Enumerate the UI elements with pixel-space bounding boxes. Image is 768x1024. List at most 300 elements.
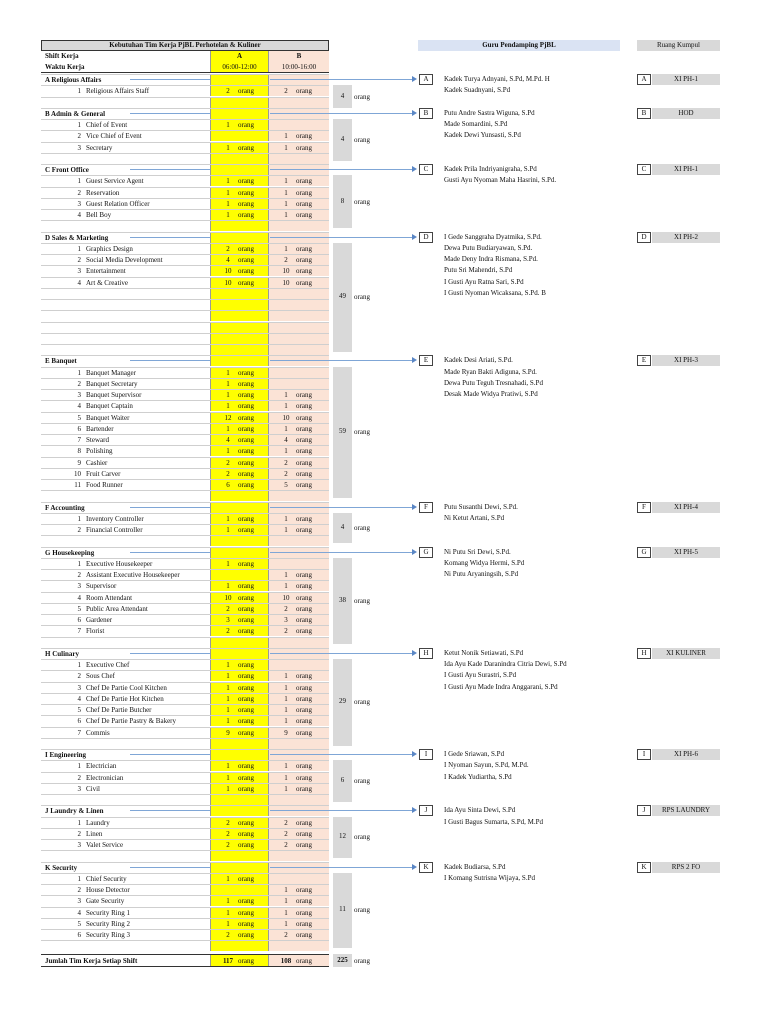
- arrow-head: [412, 807, 417, 813]
- shift-a-cell: [210, 784, 269, 794]
- waktu-label: Waktu Kerja: [45, 63, 85, 71]
- guru-header: Guru Pendamping PjBL: [418, 40, 620, 51]
- row-number: 3: [77, 267, 81, 276]
- group-letter: I: [419, 749, 433, 760]
- count-a: 2: [226, 87, 230, 96]
- section-total: 6: [340, 776, 345, 785]
- unit-a: orang: [238, 402, 254, 411]
- shift-b-cell: [269, 176, 329, 186]
- unit-a: orang: [238, 177, 254, 186]
- unit-b: orang: [296, 728, 312, 737]
- count-b: 1: [284, 177, 288, 186]
- shift-b-cell: [269, 863, 329, 873]
- shift-b-cell: [269, 750, 329, 760]
- count-a: 2: [226, 604, 230, 613]
- role-name: Room Attendant: [86, 593, 133, 602]
- count-b: 1: [284, 514, 288, 523]
- count-a: 1: [226, 897, 230, 906]
- unit-b: orang: [296, 526, 312, 534]
- section-title: H Culinary: [45, 649, 80, 658]
- shift-a-cell: [210, 176, 269, 186]
- role-name: Religious Affairs Staff: [86, 87, 150, 96]
- unit-a: orang: [238, 424, 254, 433]
- row-number: 2: [77, 526, 81, 534]
- section-title: A Religious Affairs: [45, 76, 102, 84]
- unit-a: orang: [238, 694, 254, 703]
- shift-a-cell: [210, 458, 269, 468]
- footer-a: [210, 955, 269, 966]
- arrow-line: [130, 754, 210, 755]
- shift-b-cell: [269, 255, 329, 265]
- role-name: Chef De Partie Pastry & Bakery: [86, 717, 177, 726]
- unit-b: orang: [296, 818, 312, 827]
- teacher-name: Komang Widya Hermi, S.Pd: [444, 558, 525, 567]
- shift-b-cell: [269, 469, 329, 479]
- shift-b-cell: [269, 143, 329, 153]
- room-label: XI PH-3: [652, 355, 720, 366]
- shift-b-cell: [269, 784, 329, 794]
- shift-a-cell: [210, 536, 269, 546]
- shift-a-cell: [210, 356, 269, 366]
- row-number: 2: [77, 886, 81, 894]
- teacher-name: Dewa Putu Teguh Tresnahadi, S.Pd: [444, 378, 543, 387]
- shift-a-cell: [210, 469, 269, 479]
- teacher-name: I Gusti Ayu Made Indra Anggarani, S.Pd: [444, 682, 558, 691]
- shift-a-cell: [210, 863, 269, 873]
- shift-b-cell: [269, 615, 329, 625]
- section-total: 12: [339, 832, 346, 841]
- count-a: 1: [226, 919, 230, 928]
- role-name: Polishing: [86, 447, 113, 456]
- room-letter: E: [637, 355, 651, 366]
- table-row: [41, 412, 329, 423]
- shift-a-cell: [210, 424, 269, 434]
- section-title: J Laundry & Linen: [45, 807, 104, 816]
- shift-b-cell: [269, 851, 329, 861]
- teacher-name: Kadek Dewi Yunsasti, S.Pd: [444, 131, 521, 140]
- blank-row: [41, 153, 329, 164]
- unit-a: orang: [238, 514, 254, 523]
- blank-row: [41, 738, 329, 749]
- blank-row: [41, 850, 329, 861]
- room-label: XI KULINER: [652, 648, 720, 659]
- role-name: Electronician: [86, 773, 124, 782]
- shift-b-cell: [269, 671, 329, 681]
- unit-b: orang: [296, 717, 312, 726]
- shift-b-cell: [269, 694, 329, 704]
- row-number: 5: [77, 604, 81, 613]
- shift-a-cell: [210, 514, 269, 524]
- role-name: Commis: [86, 728, 110, 737]
- row-number: 1: [77, 514, 81, 523]
- row-number: 3: [77, 391, 81, 399]
- teacher-name: Putu Susanthi Dewi, S.Pd.: [444, 502, 518, 511]
- role-name: Gardener: [86, 616, 113, 624]
- section-total: 38: [339, 596, 346, 605]
- room-label: XI PH-2: [652, 232, 720, 243]
- unit-b: orang: [296, 424, 312, 433]
- arrow-head: [412, 751, 417, 757]
- role-name: Public Area Attendant: [86, 604, 148, 613]
- shift-a-cell: [210, 323, 269, 333]
- role-name: Cashier: [86, 458, 108, 467]
- count-b: 3: [284, 616, 288, 624]
- room-label: XI PH-4: [652, 502, 720, 513]
- blank-row: [41, 97, 329, 108]
- count-b: 10: [282, 593, 290, 602]
- unit-a: orang: [238, 897, 254, 906]
- count-a: 1: [226, 582, 230, 591]
- shift-a-cell: [210, 120, 269, 130]
- shift-b-cell: [269, 559, 329, 569]
- shift-b-cell: [269, 300, 329, 310]
- unit-b: orang: [296, 706, 312, 714]
- count-a: 1: [226, 391, 230, 399]
- shift-label: Shift Kerja: [45, 52, 79, 60]
- unit-b: orang: [296, 604, 312, 613]
- shift-a-cell: [210, 829, 269, 839]
- unit-b: orang: [296, 931, 312, 939]
- shift-a-cell: [210, 289, 269, 299]
- row-number: 5: [77, 919, 81, 928]
- unit-b: orang: [296, 616, 312, 624]
- row-number: 9: [77, 458, 81, 467]
- unit-a: orang: [238, 616, 254, 624]
- unit-a: orang: [238, 661, 254, 669]
- shift-a-cell: [210, 390, 269, 400]
- unit-b: orang: [296, 829, 312, 838]
- room-letter: K: [637, 862, 651, 873]
- arrow-line: [130, 653, 210, 654]
- table-row: [41, 895, 329, 906]
- row-number: 6: [77, 424, 81, 433]
- unit-a: orang: [238, 784, 254, 793]
- section-total-unit: orang: [354, 92, 370, 101]
- time-b: 10:00-16:00: [269, 62, 329, 72]
- arrow-head: [412, 504, 417, 510]
- unit-a: orang: [238, 717, 254, 726]
- table-row: [41, 625, 329, 636]
- arrow-line: [130, 169, 210, 170]
- role-name: Fruit Carver: [86, 469, 121, 478]
- group-letter: G: [419, 547, 433, 558]
- row-number: 1: [77, 661, 81, 669]
- section-total-unit: orang: [354, 523, 370, 532]
- shift-a-cell: [210, 941, 269, 951]
- blank-row: [41, 310, 329, 321]
- shift-a: A: [210, 51, 269, 62]
- shift-a-cell: [210, 345, 269, 355]
- unit-a: orang: [238, 379, 254, 388]
- shift-a-cell: [210, 683, 269, 693]
- role-name: Chef De Partie Cool Kitchen: [86, 683, 167, 692]
- table-row: [41, 265, 329, 276]
- shift-b-cell: [269, 604, 329, 614]
- role-name: Banquet Captain: [86, 402, 133, 411]
- unit-b: orang: [296, 683, 312, 692]
- count-a: 10: [224, 267, 232, 276]
- count-b: 1: [284, 706, 288, 714]
- shift-b-cell: [269, 120, 329, 130]
- shift-b-cell: [269, 446, 329, 456]
- shift-b-cell: [269, 278, 329, 288]
- count-a: 2: [226, 931, 230, 939]
- count-a: 3: [226, 616, 230, 624]
- teacher-name: I Gede Sanggraha Dyatmika, S.Pd.: [444, 232, 542, 241]
- group-letter: K: [419, 862, 433, 873]
- role-name: Reservation: [86, 188, 120, 197]
- unit-a: orang: [238, 278, 254, 287]
- shift-b-cell: [269, 874, 329, 884]
- table-row: [41, 704, 329, 715]
- count-b: 1: [284, 773, 288, 782]
- arrow-line: [270, 113, 413, 114]
- time-row: [41, 62, 329, 73]
- row-number: 3: [77, 784, 81, 793]
- section-total: 11: [339, 905, 346, 914]
- arrow-line: [130, 360, 210, 361]
- count-b: 1: [284, 897, 288, 906]
- room-letter: J: [637, 805, 651, 816]
- table-row: [41, 907, 329, 918]
- shift-b-cell: [269, 896, 329, 906]
- row-number: 4: [77, 694, 81, 703]
- shift-a-cell: [210, 86, 269, 96]
- role-name: Graphics Design: [86, 244, 133, 253]
- count-b: 2: [284, 829, 288, 838]
- role-name: Chief of Event: [86, 121, 128, 129]
- unit-b: orang: [296, 897, 312, 906]
- shift-b-cell: [269, 570, 329, 580]
- count-b: 1: [284, 402, 288, 411]
- count-b: 1: [284, 717, 288, 726]
- count-a: 1: [226, 402, 230, 411]
- table-row: [41, 592, 329, 603]
- shift-a-cell: [210, 930, 269, 940]
- unit-b: orang: [296, 481, 312, 489]
- teacher-name: I Gusti Ayu Surastri, S.Pd: [444, 671, 517, 680]
- unit-a: orang: [238, 391, 254, 399]
- count-b: 2: [284, 931, 288, 939]
- count-b: 4: [284, 436, 288, 444]
- count-a: 2: [226, 469, 230, 478]
- row-number: 1: [77, 368, 81, 377]
- shift-b-cell: [269, 930, 329, 940]
- unit-a: orang: [238, 841, 254, 849]
- shift-a-cell: [210, 739, 269, 749]
- row-number: 5: [77, 706, 81, 714]
- room-label: XI PH-1: [652, 164, 720, 175]
- row-number: 4: [77, 908, 81, 917]
- count-a: 2: [226, 829, 230, 838]
- role-name: Linen: [86, 829, 103, 838]
- shift-b-cell: [269, 379, 329, 389]
- section-title: E Banquet: [45, 357, 77, 366]
- unit-b: orang: [296, 447, 312, 456]
- count-a: 1: [226, 379, 230, 388]
- shift-b-cell: [269, 795, 329, 805]
- count-b: 1: [284, 199, 288, 208]
- count-a: 1: [226, 661, 230, 669]
- count-b: 10: [282, 267, 290, 276]
- unit-b: orang: [296, 177, 312, 186]
- section-total: 4: [340, 134, 345, 143]
- count-b: 1: [284, 424, 288, 433]
- role-name: Gate Security: [86, 897, 125, 906]
- shift-a-cell: [210, 548, 269, 558]
- shift-a-cell: [210, 570, 269, 580]
- room-label: XI PH-1: [652, 74, 720, 85]
- shift-b-cell: [269, 649, 329, 659]
- teacher-name: Kadek Desi Ariati, S.Pd.: [444, 356, 513, 365]
- section-total-unit: orang: [354, 833, 370, 842]
- table-row: [41, 715, 329, 726]
- unit-a: orang: [238, 728, 254, 737]
- room-letter: I: [637, 749, 651, 760]
- shift-a-cell: [210, 255, 269, 265]
- shift-a-cell: [210, 773, 269, 783]
- unit-b: orang: [296, 87, 312, 96]
- row-number: 8: [77, 447, 81, 456]
- grand-total: 225: [337, 955, 348, 964]
- role-name: Security Ring 3: [86, 931, 130, 939]
- row-number: 2: [77, 829, 81, 838]
- role-name: Security Ring 1: [86, 908, 130, 917]
- row-number: 2: [77, 672, 81, 681]
- table-row: [41, 175, 329, 186]
- shift-a-cell: [210, 109, 269, 119]
- count-a: 1: [226, 121, 230, 129]
- count-b: 1: [284, 571, 288, 579]
- table-row: [41, 693, 329, 704]
- unit-b: orang: [296, 784, 312, 793]
- count-b: 1: [284, 391, 288, 399]
- shift-a-cell: [210, 818, 269, 828]
- shift-b-cell: [269, 334, 329, 344]
- unit-a: orang: [238, 672, 254, 681]
- count-a: 1: [226, 177, 230, 186]
- teacher-name: Kadek Prila Indriyanigraha, S.Pd: [444, 165, 537, 173]
- shift-a-cell: [210, 413, 269, 423]
- count-b: 5: [284, 481, 288, 489]
- shift-a-cell: [210, 705, 269, 715]
- unit-a: orang: [238, 773, 254, 782]
- unit-b: orang: [296, 627, 312, 636]
- shift-a-cell: [210, 671, 269, 681]
- shift-row: [41, 51, 329, 62]
- shift-a-cell: [210, 334, 269, 344]
- unit-b: orang: [296, 267, 312, 276]
- blank-row: [41, 333, 329, 344]
- count-a: 2: [226, 244, 230, 253]
- unit-a: orang: [238, 818, 254, 827]
- group-letter: F: [419, 502, 433, 513]
- arrow-head: [412, 166, 417, 172]
- count-b: 1: [284, 919, 288, 928]
- row-number: 11: [74, 481, 81, 489]
- shift-a-cell: [210, 851, 269, 861]
- blank-row: [41, 940, 329, 951]
- table-row: [41, 119, 329, 130]
- row-number: 4: [77, 402, 81, 411]
- ruang-header: Ruang Kumpul: [637, 40, 720, 51]
- arrow-line: [270, 507, 413, 508]
- shift-b-cell: [269, 311, 329, 321]
- table-row: [41, 682, 329, 693]
- count-a: 4: [226, 436, 230, 444]
- arrow-head: [412, 549, 417, 555]
- row-number: 3: [77, 199, 81, 208]
- table-row: [41, 760, 329, 771]
- table-row: [41, 918, 329, 929]
- table-row: [41, 198, 329, 209]
- room-letter: H: [637, 648, 651, 659]
- count-a: 1: [226, 514, 230, 523]
- unit-b: orang: [296, 593, 312, 602]
- room-letter: A: [637, 74, 651, 85]
- shift-a-cell: [210, 638, 269, 648]
- count-b: 2: [284, 87, 288, 96]
- count-a: 1: [226, 672, 230, 681]
- count-a: 6: [226, 481, 230, 489]
- shift-b-cell: [269, 739, 329, 749]
- arrow-line: [270, 810, 413, 811]
- row-number: 6: [77, 616, 81, 624]
- unit-b: orang: [296, 244, 312, 253]
- role-name: Executive Chef: [86, 661, 130, 669]
- shift-a-cell: [210, 649, 269, 659]
- count-a: 1: [226, 773, 230, 782]
- shift-b-cell: [269, 165, 329, 175]
- unit-a: orang: [238, 267, 254, 276]
- room-letter: C: [637, 164, 651, 175]
- row-number: 7: [77, 436, 81, 444]
- blank-row: [41, 637, 329, 648]
- teacher-name: Kadek Budiarsa, S.Pd: [444, 862, 506, 871]
- count-b: 10: [282, 413, 290, 422]
- shift-b-cell: [269, 345, 329, 355]
- table-row: [41, 130, 329, 141]
- shift-b-cell: [269, 109, 329, 119]
- shift-a-cell: [210, 491, 269, 501]
- role-name: Guest Relation Officer: [86, 199, 150, 208]
- count-a: 1: [226, 424, 230, 433]
- row-number: 7: [77, 627, 81, 636]
- table-row: [41, 727, 329, 738]
- unit-a: orang: [238, 188, 254, 197]
- count-a: 2: [226, 841, 230, 849]
- count-b: 1: [284, 132, 288, 141]
- shift-b-cell: [269, 503, 329, 513]
- shift-a-cell: [210, 503, 269, 513]
- arrow-line: [270, 754, 413, 755]
- count-b: 1: [284, 886, 288, 894]
- arrow-line: [270, 169, 413, 170]
- arrow-head: [412, 110, 417, 116]
- shift-a-cell: [210, 604, 269, 614]
- shift-b-cell: [269, 728, 329, 738]
- section-total-unit: orang: [354, 428, 370, 437]
- shift-b-cell: [269, 941, 329, 951]
- shift-b-cell: [269, 233, 329, 243]
- count-b: 1: [284, 582, 288, 591]
- teacher-name: Ida Ayu Sinta Dewi, S.Pd: [444, 806, 516, 815]
- room-label: RPS 2 FO: [652, 862, 720, 873]
- section-total: 59: [339, 427, 346, 436]
- teacher-name: Putu Andre Sastra Wiguna, S.Pd: [444, 108, 535, 117]
- room-label: XI PH-6: [652, 749, 720, 760]
- shift-a-cell: [210, 233, 269, 243]
